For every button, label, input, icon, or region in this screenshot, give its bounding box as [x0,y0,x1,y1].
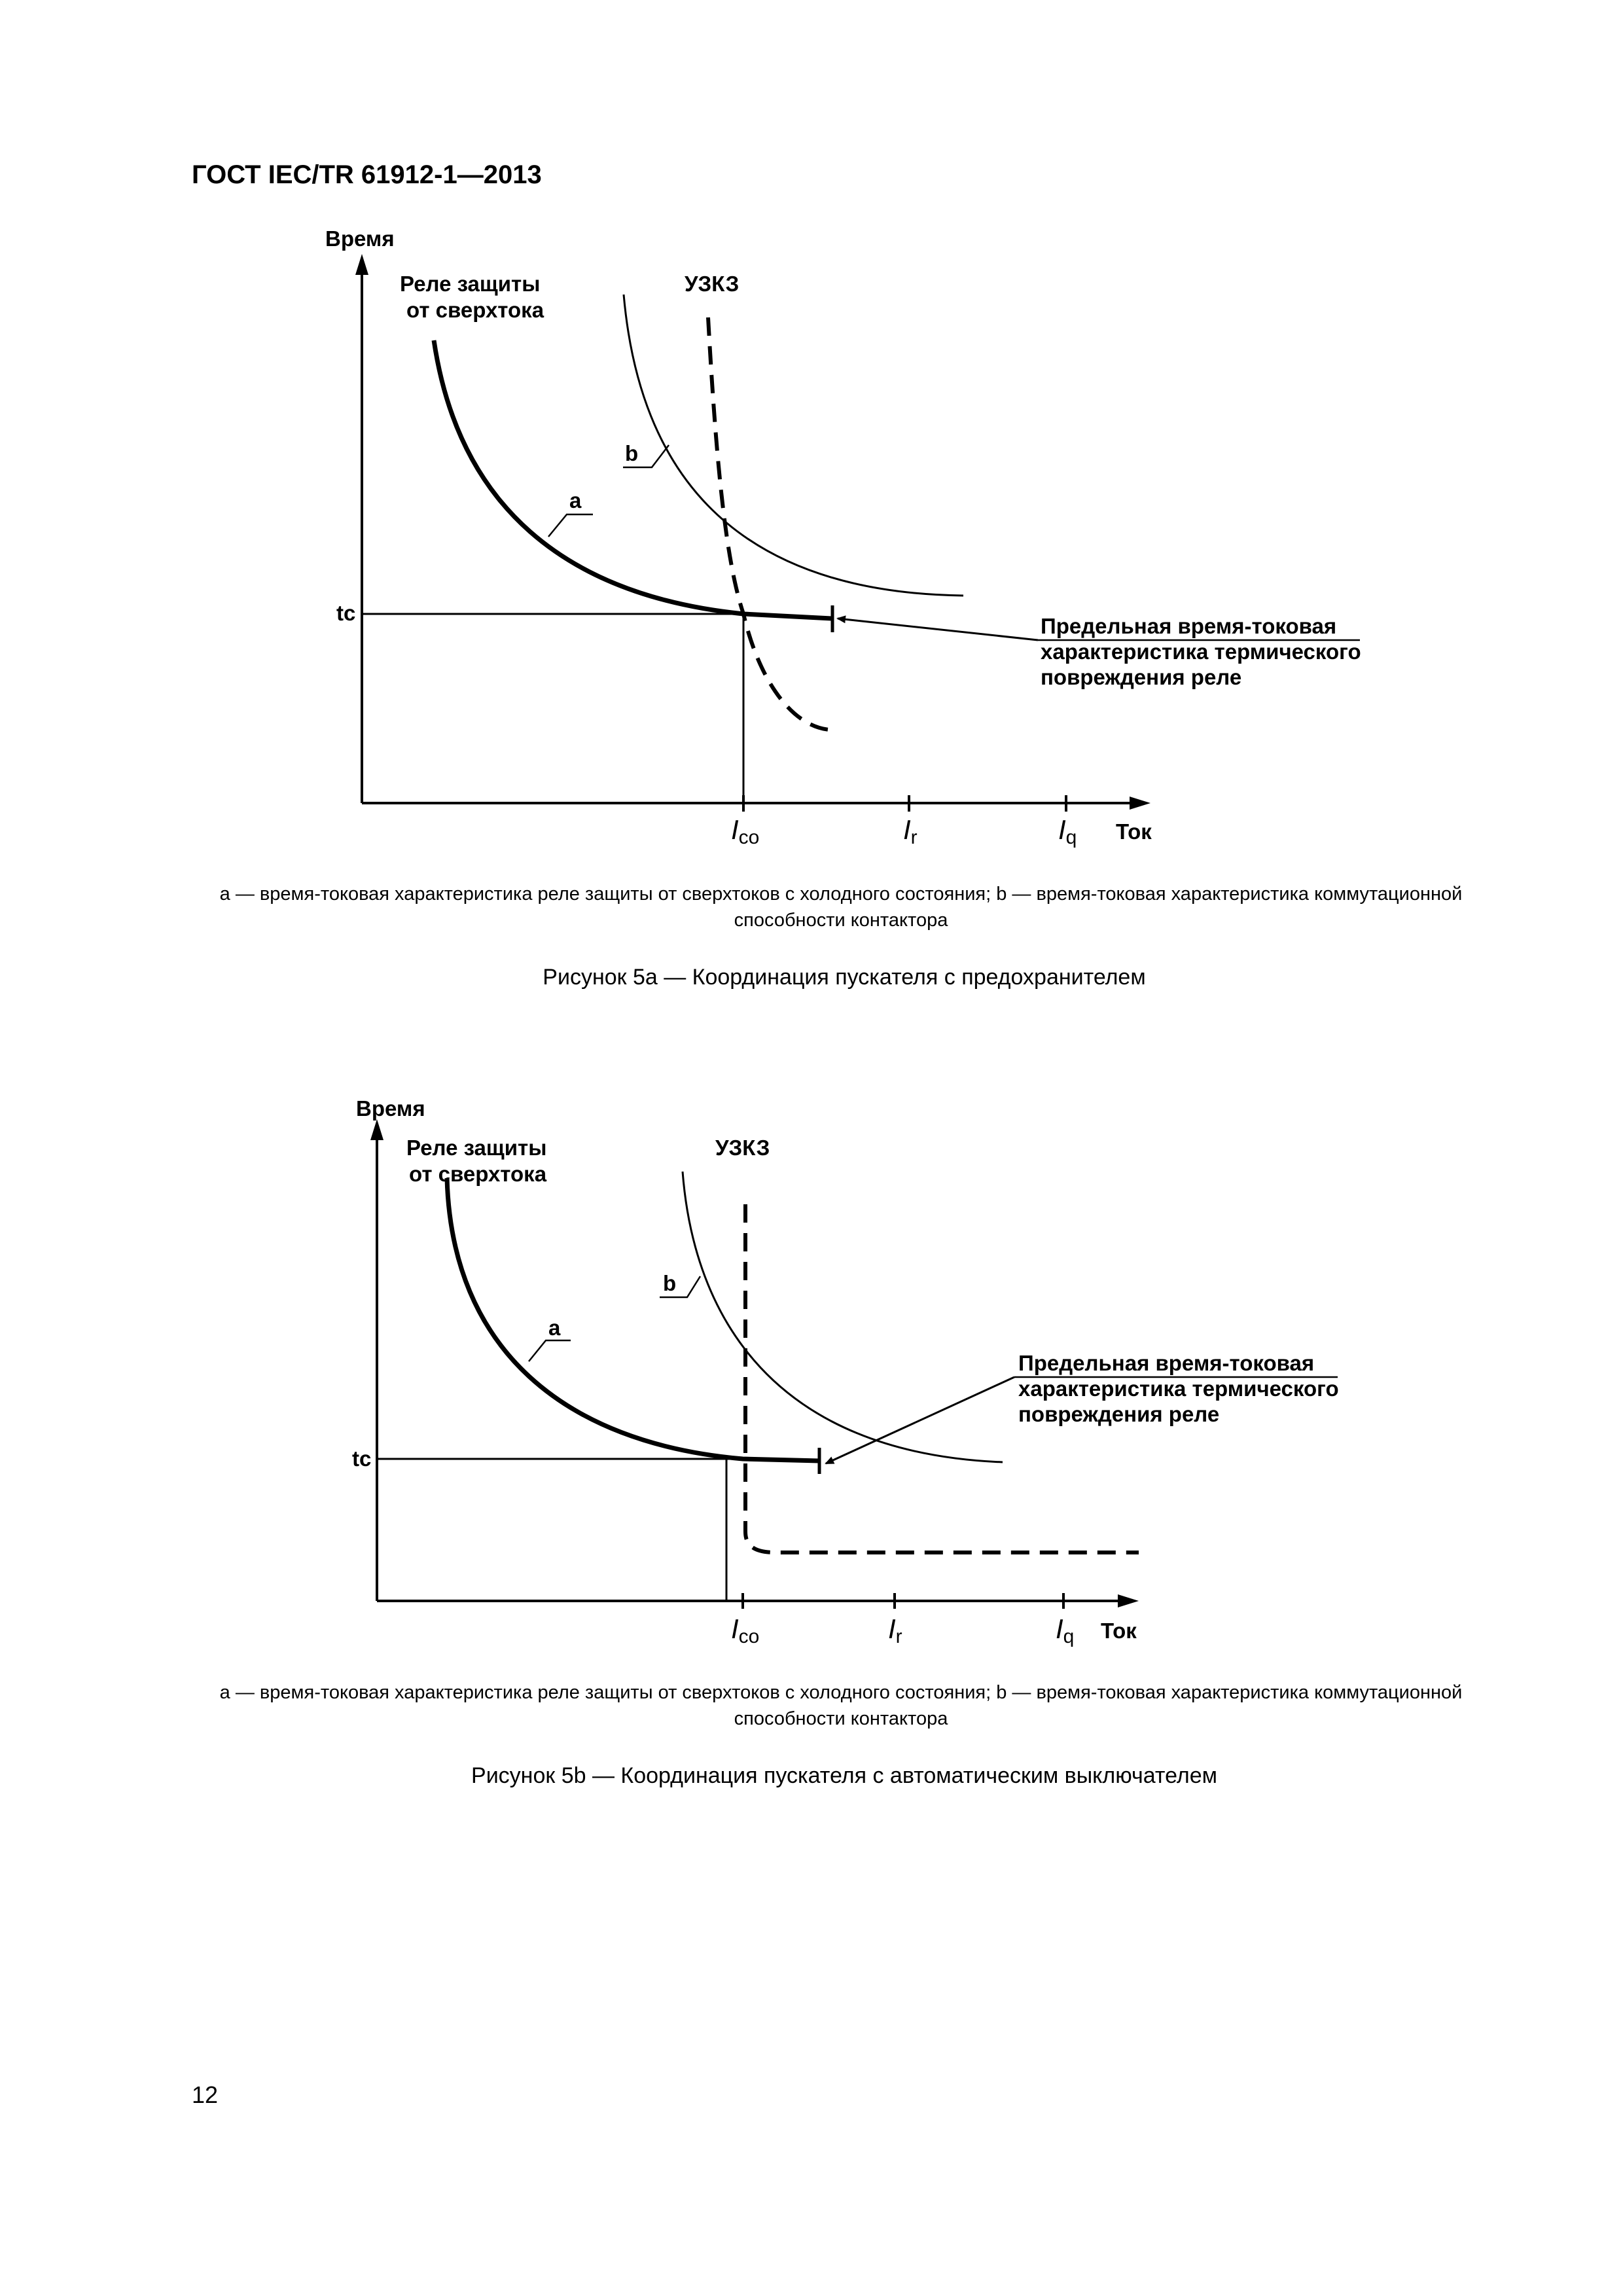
relay-label-line1: Реле защиты [406,1136,547,1160]
curve-a-leader [529,1340,571,1361]
uzkz-label: УЗКЗ [715,1136,770,1160]
relay-label-line2: от сверхтока [406,298,544,322]
tc-label: tc [336,601,356,625]
y-axis-label: Время [325,226,395,251]
figure-5b-legend: a — время-токовая характеристика реле защиты от сверхтоков с холодного состояния; b — время-токовая характеристика коммутационной способности контактора [219,1682,1463,1729]
limit-label-line1: Предельная время-токовая [1018,1351,1315,1375]
curve-a-label: a [548,1316,561,1340]
uzkz-label: УЗКЗ [685,272,740,296]
curve-a-leader [548,514,593,537]
curve-a-label: a [569,488,582,512]
figure-5b-caption: Рисунок 5b — Координация пускателя с автоматическим выключателем [471,1763,1217,1788]
relay-label-line1: Реле защиты [400,272,541,296]
curve-b [683,1172,1003,1462]
relay-label-line2: от сверхтока [409,1162,547,1186]
tick-ir-label: Ir [888,1613,902,1647]
figure-5a-legend: a — время-токовая характеристика реле защиты от сверхтоков с холодного состояния; b — время-токовая характеристика коммутационной способности контактора [219,884,1463,931]
limit-arrow [838,619,1038,640]
tick-ico-label: Ico [731,814,760,848]
limit-label-line2: характеристика термического [1018,1376,1339,1401]
curve-b-label: b [663,1271,677,1295]
y-axis-arrow-icon [355,254,368,275]
y-axis-arrow-icon [370,1119,383,1140]
limit-label-line2: характеристика термического [1041,639,1361,664]
page-number: 12 [192,2081,219,2108]
tick-iq-label: Iq [1058,814,1077,848]
limit-label-line1: Предельная время-токовая [1041,614,1337,638]
tick-ir-label: Ir [903,814,918,848]
curve-b [624,295,963,596]
document-header: ГОСТ IEC/TR 61912-1—2013 [192,160,542,189]
x-axis-label: Ток [1101,1619,1137,1643]
curve-a [447,1178,819,1461]
x-axis-label: Ток [1116,819,1152,844]
x-axis-arrow-icon [1130,797,1150,810]
figure-5a-caption: Рисунок 5a — Координация пускателя с предохранителем [543,965,1146,990]
tick-iq-label: Iq [1056,1613,1075,1647]
tick-ico-label: Ico [731,1613,760,1647]
uzkz-curve [708,317,830,730]
limit-label-line3: повреждения реле [1041,665,1242,689]
tc-label: tc [352,1446,372,1471]
curve-a [434,340,832,619]
curve-b-label: b [625,441,639,465]
limit-label-line3: повреждения реле [1018,1402,1220,1426]
y-axis-label: Время [356,1096,425,1121]
x-axis-arrow-icon [1118,1594,1139,1607]
limit-arrow [826,1377,1014,1463]
